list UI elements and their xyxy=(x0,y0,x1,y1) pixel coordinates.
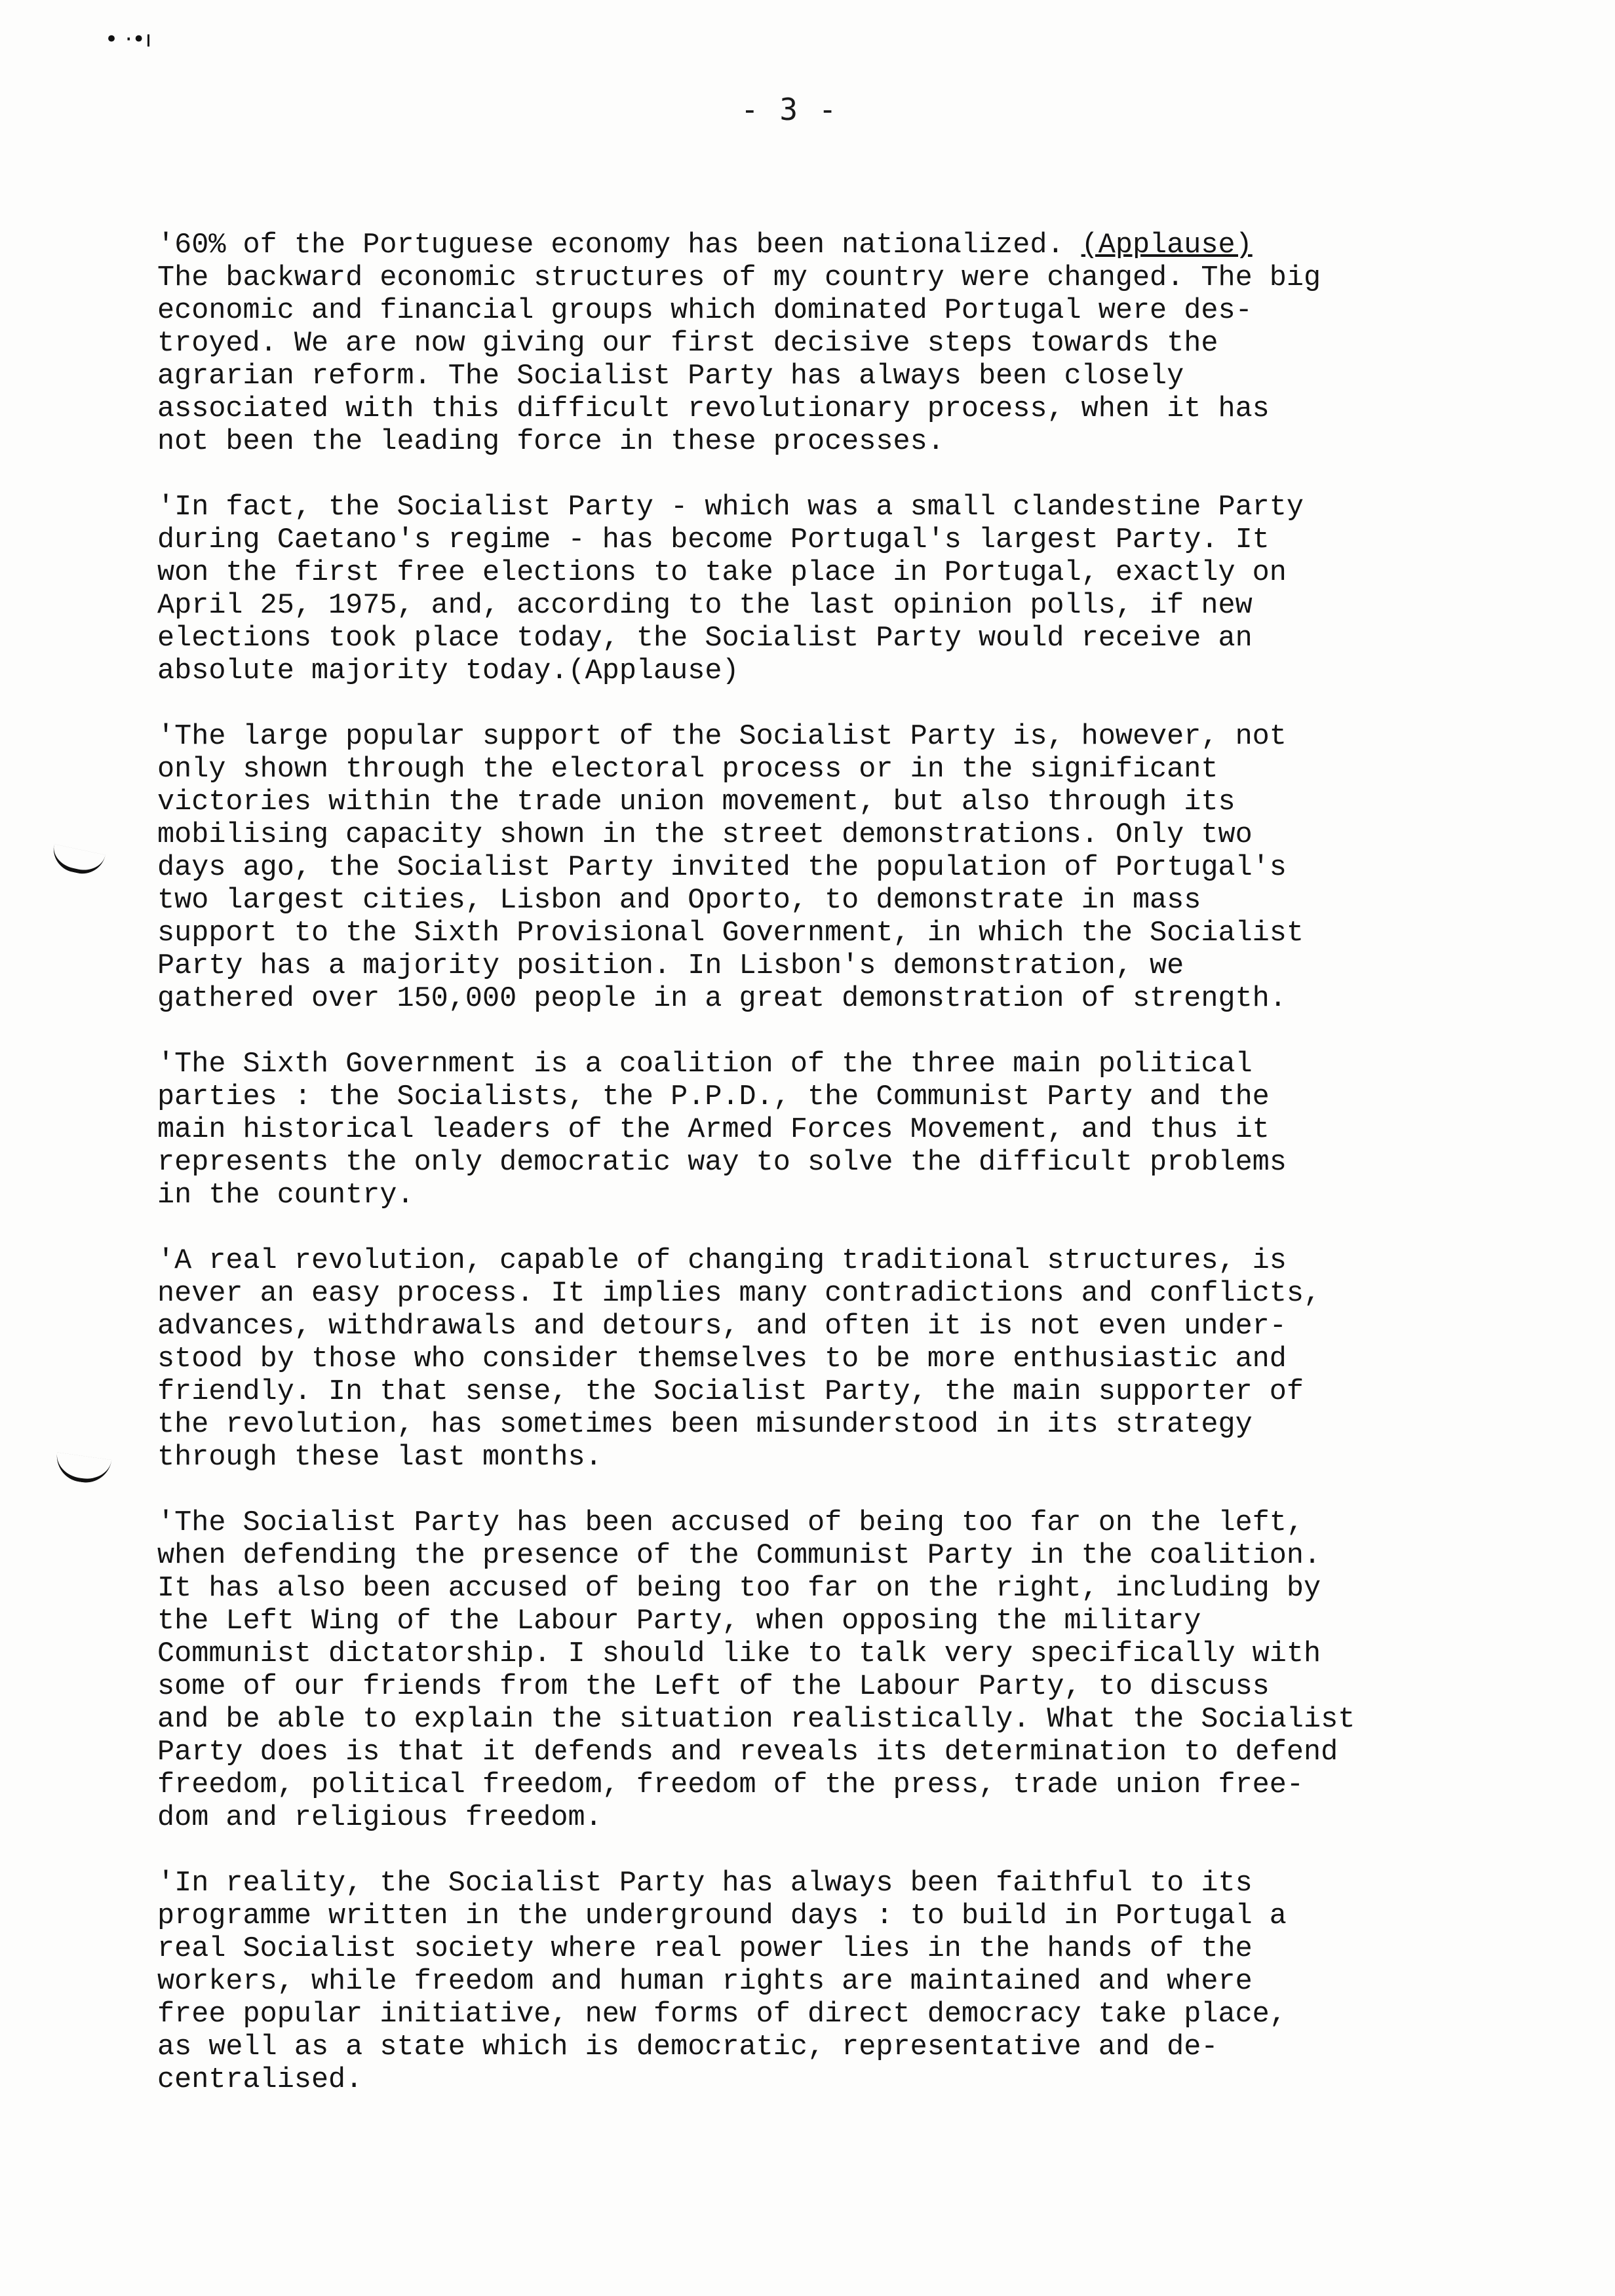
text-line: and be able to explain the situation realistically. What the Socialist xyxy=(157,1704,1355,1736)
text-line: won the first free elections to take place in Portugal, exactly on xyxy=(157,557,1287,589)
text-line: agrarian reform. The Socialist Party has always been closely xyxy=(157,360,1184,392)
text-line: the Left Wing of the Labour Party, when opposing the military xyxy=(157,1605,1201,1637)
text-line: dom and religious freedom. xyxy=(157,1802,602,1834)
text-line: days ago, the Socialist Party invited the population of Portugal's xyxy=(157,852,1287,884)
text-line: 'In fact, the Socialist Party - which was a small clandestine Party xyxy=(157,491,1304,524)
left-margin-mark-1 xyxy=(49,844,106,878)
text-line: when defending the presence of the Communist Party in the coalition. xyxy=(157,1540,1321,1572)
document-body xyxy=(157,229,1547,2130)
text-line: Communist dictatorship. I should like to talk very specifically with xyxy=(157,1638,1321,1670)
text-line: in the country. xyxy=(157,1179,414,1212)
applause-note: (Applause) xyxy=(1081,229,1253,261)
text-line: victories within the trade union movement, but also through its xyxy=(157,786,1236,818)
text-line: through these last months. xyxy=(157,1442,602,1474)
text-line: not been the leading force in these processes. xyxy=(157,426,944,458)
paragraph-elections xyxy=(157,491,1547,688)
text-line: support to the Sixth Provisional Government, in which the Socialist xyxy=(157,917,1304,949)
page-number: - 3 - xyxy=(741,92,838,127)
text-line: '60% of the Portuguese economy has been nationalized. xyxy=(157,229,1081,261)
text-line: real Socialist society where real power lies in the hands of the xyxy=(157,1933,1253,1965)
text-line: 'The Socialist Party has been accused of being too far on the left, xyxy=(157,1507,1304,1539)
text-line: during Caetano's regime - has become Portugal's largest Party. It xyxy=(157,524,1270,556)
text-line: 'In reality, the Socialist Party has always been faithful to its xyxy=(157,1867,1253,1900)
text-line: centralised. xyxy=(157,2064,363,2096)
text-line: main historical leaders of the Armed Forces Movement, and thus it xyxy=(157,1114,1270,1146)
corner-dots-mark: • ·•ı xyxy=(105,26,152,52)
text-line: April 25, 1975, and, according to the last opinion polls, if new xyxy=(157,590,1253,622)
text-line: parties : the Socialists, the P.P.D., the Communist Party and the xyxy=(157,1081,1270,1113)
text-line: programme written in the underground days : to build in Portugal a xyxy=(157,1900,1287,1932)
text-line: 'The large popular support of the Socialist Party is, however, not xyxy=(157,721,1287,753)
text-line: advances, withdrawals and detours, and often it is not even under- xyxy=(157,1311,1287,1343)
paragraph-real-revolution xyxy=(157,1245,1547,1474)
text-line: absolute majority today.(Applause) xyxy=(157,655,739,687)
text-line: some of our friends from the Left of the Labour Party, to discuss xyxy=(157,1671,1270,1703)
text-line: free popular initiative, new forms of direct democracy take place, xyxy=(157,1999,1287,2031)
text-line: gathered over 150,000 people in a great demonstration of strength. xyxy=(157,983,1287,1015)
paragraph-programme xyxy=(157,1867,1547,2097)
text-line: mobilising capacity shown in the street demonstrations. Only two xyxy=(157,819,1253,851)
text-line: the revolution, has sometimes been misunderstood in its strategy xyxy=(157,1409,1253,1441)
text-line: Party has a majority position. In Lisbon's demonstration, we xyxy=(157,950,1184,982)
left-margin-mark-2 xyxy=(54,1452,112,1485)
paragraph-accusations xyxy=(157,1507,1547,1835)
paragraph-sixth-government xyxy=(157,1048,1547,1212)
text-line: 'A real revolution, capable of changing traditional structures, is xyxy=(157,1245,1287,1277)
text-line: freedom, political freedom, freedom of the press, trade union free- xyxy=(157,1769,1304,1801)
text-line: only shown through the electoral process or in the significant xyxy=(157,754,1218,786)
paragraph-nationalization xyxy=(157,229,1547,459)
text-line: as well as a state which is democratic, representative and de- xyxy=(157,2031,1218,2063)
text-line: never an easy process. It implies many contradictions and conflicts, xyxy=(157,1278,1321,1310)
text-line: troyed. We are now giving our first decisive steps towards the xyxy=(157,328,1218,360)
paragraph-popular-support xyxy=(157,721,1547,1016)
text-line: elections took place today, the Socialist Party would receive an xyxy=(157,622,1253,655)
text-line: 'The Sixth Government is a coalition of the three main political xyxy=(157,1048,1253,1081)
text-line: friendly. In that sense, the Socialist Party, the main supporter of xyxy=(157,1376,1304,1408)
text-line: stood by those who consider themselves to be more enthusiastic and xyxy=(157,1343,1287,1375)
text-line: represents the only democratic way to solve the difficult problems xyxy=(157,1147,1287,1179)
text-line: associated with this difficult revolutionary process, when it has xyxy=(157,393,1270,425)
text-line: Party does is that it defends and reveals its determination to defend xyxy=(157,1736,1338,1769)
text-line: economic and financial groups which dominated Portugal were des- xyxy=(157,295,1253,327)
text-line: two largest cities, Lisbon and Oporto, to demonstrate in mass xyxy=(157,885,1201,917)
text-line: The backward economic structures of my country were changed. The big xyxy=(157,262,1321,294)
text-line: workers, while freedom and human rights are maintained and where xyxy=(157,1966,1253,1998)
text-line: It has also been accused of being too far on the right, including by xyxy=(157,1573,1321,1605)
